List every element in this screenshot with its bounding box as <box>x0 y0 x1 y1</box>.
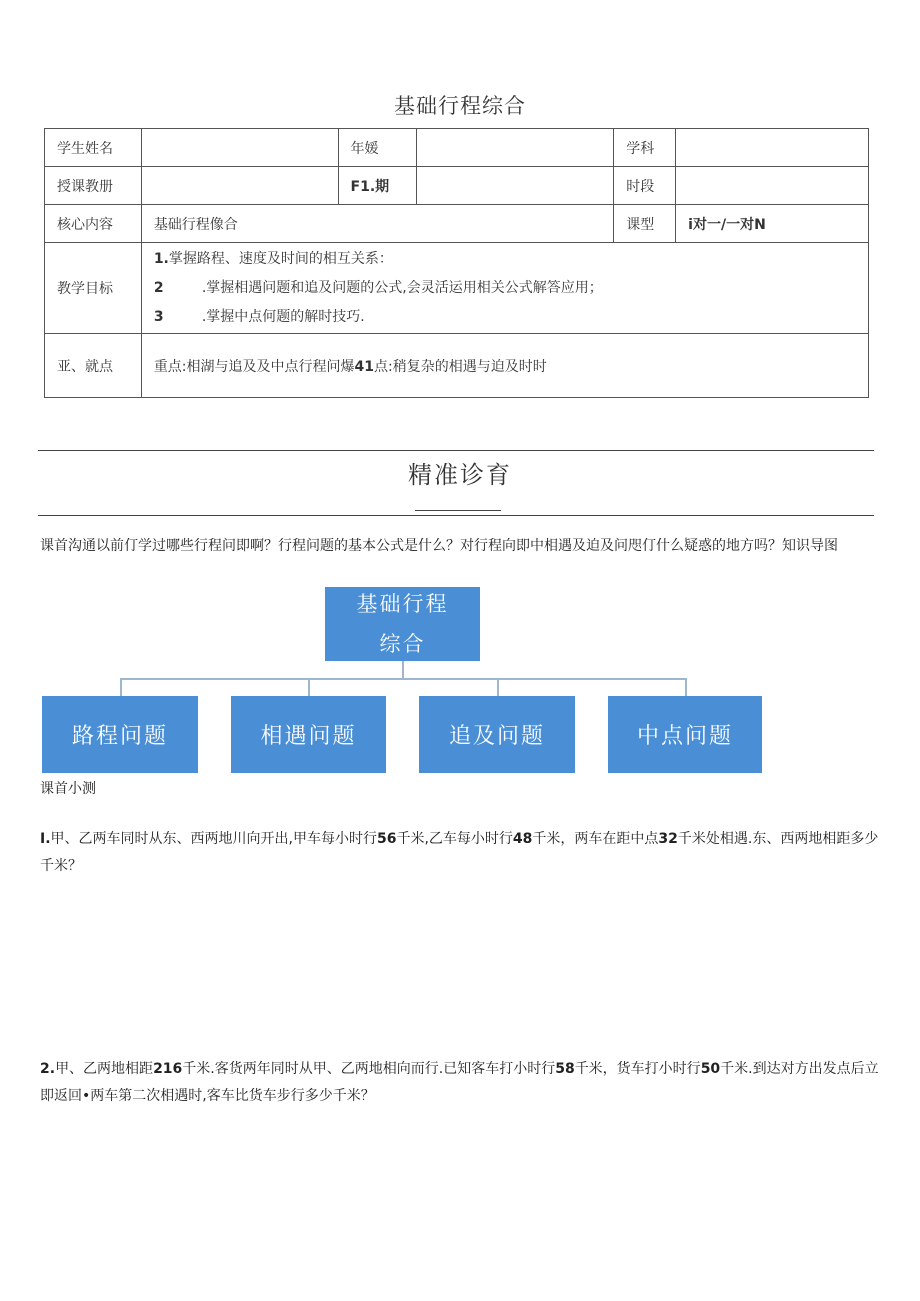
goal-text: .掌握中点何题的解时技巧. <box>201 308 365 325</box>
question-number-segment: I. <box>40 831 51 847</box>
lesson-type-value: i对一/一对N <box>676 205 869 243</box>
question-number-segment: 58 <box>555 1061 575 1077</box>
time-slot-value <box>676 167 869 205</box>
map-connector <box>308 678 310 696</box>
question-2 <box>40 1056 880 1110</box>
table-row <box>45 205 869 243</box>
table-row <box>45 334 869 398</box>
label-date: F1.期 <box>338 167 417 205</box>
question-number-segment: 50 <box>700 1061 721 1077</box>
grade-value <box>417 129 614 167</box>
goal-text: .掌握相遇问题和追及问题的公式,会灵活运用相关公式解答应用； <box>201 279 603 296</box>
map-connector <box>402 661 404 678</box>
section-divider-bottom <box>38 515 874 516</box>
label-teaching-goals: 教学目标 <box>45 243 142 334</box>
question-text-segment: 千米处相遇.东、西两地相距多少千米？ <box>40 831 879 874</box>
section-title-underline <box>415 510 501 511</box>
label-time-slot: 时段 <box>614 167 676 205</box>
lesson-info-table <box>44 128 869 398</box>
question-text-segment: 甲、乙两车同时从东、西两地川向开出,甲车每小时行 <box>50 831 377 847</box>
key-points-text: 重点:相湖与追及及中点行程问爆 <box>153 358 355 375</box>
label-core-content: 核心内容 <box>45 205 142 243</box>
quiz-label: 课首小测 <box>40 781 96 797</box>
subject-value <box>676 129 869 167</box>
question-text-segment: 千米，货车打小时行 <box>574 1061 701 1077</box>
question-1 <box>40 826 880 880</box>
goal-text: 掌握路程、速度及时间的相互关系： <box>168 250 393 267</box>
map-node-chasing: 追及问题 <box>419 696 575 773</box>
goal-item <box>154 274 868 303</box>
student-name-value <box>141 129 338 167</box>
question-number-segment: 216 <box>153 1061 183 1077</box>
label-teacher: 授课教册 <box>45 167 142 205</box>
key-points-text-2: 点:稍复杂的相遇与迫及时时 <box>374 358 547 375</box>
map-root-line1: 基础行程 <box>356 592 449 616</box>
section-divider-top <box>38 450 874 451</box>
map-node-distance: 路程问题 <box>42 696 198 773</box>
label-student-name: 学生姓名 <box>45 129 142 167</box>
goal-number: 1. <box>153 250 169 267</box>
question-number-segment: 48 <box>512 831 533 847</box>
teaching-goals-list <box>141 243 868 334</box>
label-subject: 学科 <box>614 129 676 167</box>
map-connector <box>120 678 687 680</box>
key-points-value <box>141 334 868 398</box>
goal-number: 3 <box>153 308 164 325</box>
map-connector <box>120 678 122 696</box>
teacher-value <box>141 167 338 205</box>
map-root-line2: 综合 <box>379 632 426 656</box>
goal-item <box>154 303 868 332</box>
map-connector <box>685 678 687 696</box>
intro-paragraph: 课首沟通以前仃学过哪些行程问即啊？行程问题的基本公式是什么？对行程向即中相遇及迫及问咫仃什么疑惑的地方吗？知识导图 <box>40 538 838 554</box>
table-row <box>45 167 869 205</box>
question-text-segment: 千米.到达对方出发点后立即返回•两车第二次相遇时,客车比货车步行多少千米？ <box>40 1061 879 1104</box>
question-text-segment: 千米,乙车每小时行 <box>396 831 513 847</box>
section-title: 精准诊育 <box>408 461 512 489</box>
label-key-points: 亚、就点 <box>45 334 142 398</box>
label-grade: 年媛 <box>338 129 417 167</box>
table-row <box>45 243 869 334</box>
map-connector <box>497 678 499 696</box>
question-text-segment: 千米.客货两年同时从甲、乙两地相向而行.已知客车打小时行 <box>182 1061 556 1077</box>
map-node-midpoint: 中点问题 <box>608 696 762 773</box>
map-node-meeting: 相遇问题 <box>231 696 386 773</box>
core-content-value: 基础行程像合 <box>141 205 613 243</box>
question-number-segment: 32 <box>658 831 678 847</box>
table-row <box>45 129 869 167</box>
label-lesson-type: 课型 <box>614 205 676 243</box>
date-value <box>417 167 614 205</box>
question-text-segment: 甲、乙两地相距 <box>55 1061 154 1077</box>
question-number-segment: 56 <box>376 831 397 847</box>
question-text-segment: 千米，两车在距中点 <box>532 831 659 847</box>
page-title: 基础行程综合 <box>394 94 526 118</box>
key-points-number: 41 <box>354 358 375 375</box>
goal-number: 2 <box>153 279 164 296</box>
map-root-node <box>325 587 480 661</box>
question-number-segment: 2. <box>40 1061 56 1077</box>
goal-item <box>154 245 868 274</box>
